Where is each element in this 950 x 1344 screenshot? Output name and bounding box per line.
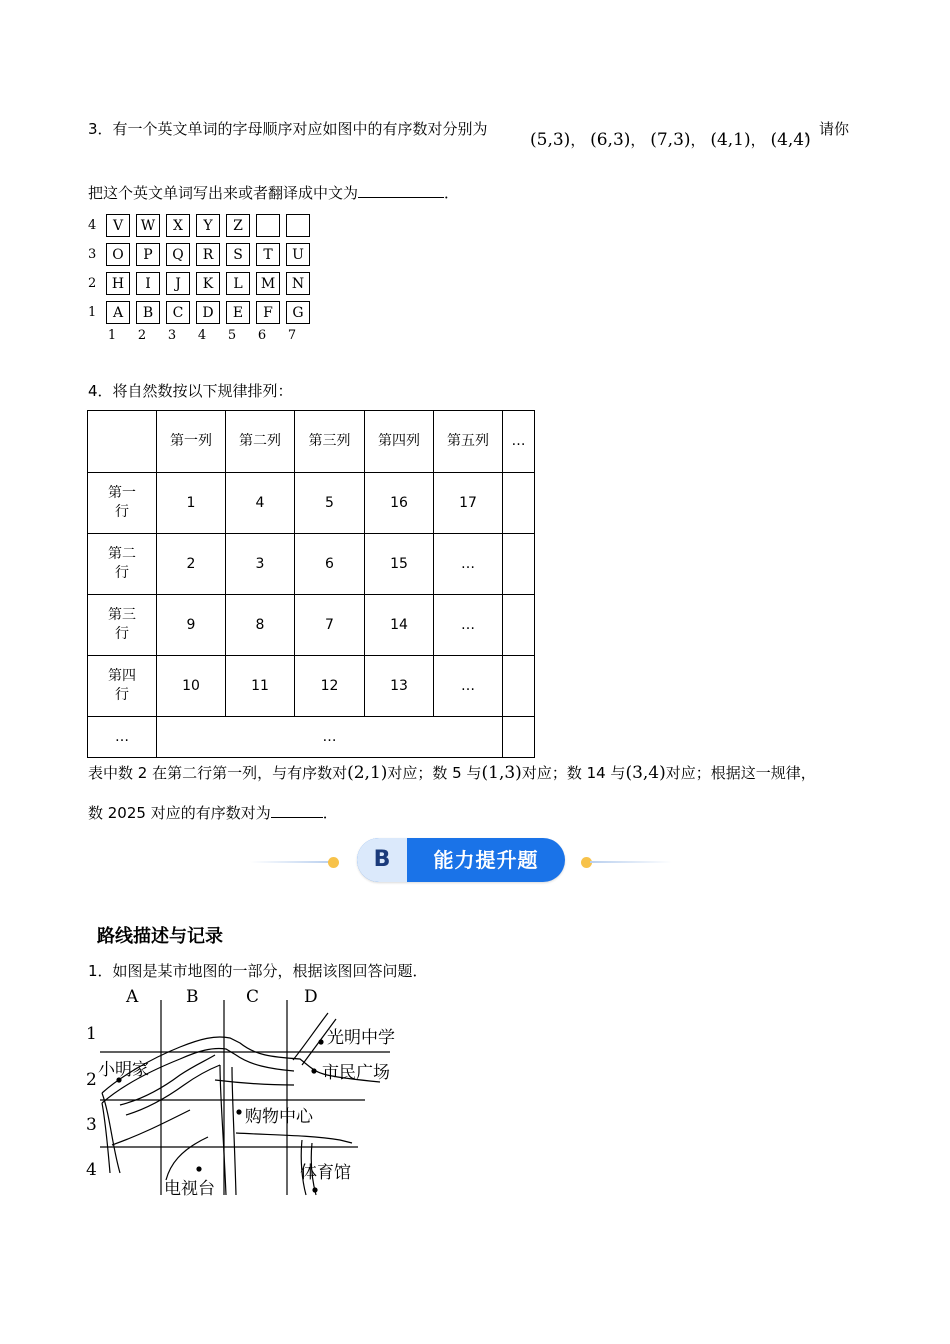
letter-cell: P <box>136 243 160 266</box>
q3-sep: ， <box>690 131 706 149</box>
letter-cell: Q <box>166 243 190 266</box>
map-drawing <box>80 985 500 1205</box>
letter-cell: F <box>256 301 280 324</box>
map-row-label: 2 <box>86 1070 97 1090</box>
letter-cell: V <box>106 214 130 237</box>
q4-pair-a: (2,1) <box>347 763 388 783</box>
table-cell: 9 <box>157 595 226 656</box>
x-axis-label: 6 <box>257 328 267 343</box>
letter-cell: E <box>226 301 250 324</box>
table-cell-merged: … <box>157 717 503 758</box>
row-header: 第四行 <box>88 656 157 717</box>
table-row <box>88 473 535 534</box>
letter-cell <box>286 214 310 237</box>
road <box>112 1110 190 1145</box>
table-header-row <box>88 411 535 473</box>
header-cell: 第一列 <box>157 411 226 473</box>
q4-title: 4．将自然数按以下规律排列： <box>88 382 293 400</box>
row-header: 第一行 <box>88 473 157 534</box>
table-cell: 6 <box>295 534 365 595</box>
map-col-label: A <box>126 987 139 1007</box>
q3-pairs <box>530 129 811 150</box>
table-cell: 12 <box>295 656 365 717</box>
header-cell: 第五列 <box>434 411 503 473</box>
q3-suffix: ，请你 <box>804 120 850 138</box>
table-cell: 2 <box>157 534 226 595</box>
q3-answer-blank[interactable] <box>358 183 444 198</box>
table-cell: 4 <box>226 473 295 534</box>
table-row <box>88 717 535 758</box>
banner-line-left <box>250 861 332 863</box>
table-row <box>88 595 535 656</box>
letter-cell: R <box>196 243 220 266</box>
row-header: … <box>88 717 157 758</box>
map-row-label: 1 <box>86 1024 97 1044</box>
q3-pair-5: (4,4) <box>770 130 811 150</box>
table-row <box>88 656 535 717</box>
q1-text: 1．如图是某市地图的一部分，根据该图回答问题． <box>88 962 428 980</box>
letter-cell: J <box>166 272 190 295</box>
table-cell: 11 <box>226 656 295 717</box>
table-cell <box>503 595 535 656</box>
letter-cell: B <box>136 301 160 324</box>
header-cell: 第三列 <box>295 411 365 473</box>
letter-grid-row <box>88 269 310 297</box>
x-axis-label: 3 <box>167 328 177 343</box>
table-cell: 5 <box>295 473 365 534</box>
table-cell <box>503 473 535 534</box>
letter-cell: A <box>106 301 130 324</box>
row-label: 3 <box>88 246 97 262</box>
table-cell: 17 <box>434 473 503 534</box>
road <box>232 1067 236 1195</box>
letter-cell: M <box>256 272 280 295</box>
place-guangming: 光明中学 <box>327 1028 395 1048</box>
letter-cell: S <box>226 243 250 266</box>
letter-cell: G <box>286 301 310 324</box>
x-axis-label: 2 <box>137 328 147 343</box>
header-cell: 第四列 <box>365 411 434 473</box>
x-axis-label: 5 <box>227 328 237 343</box>
road <box>236 1133 352 1143</box>
place-dot <box>318 1039 323 1044</box>
place-xiaoming: 小明家 <box>98 1060 149 1080</box>
place-tiyu: 体育馆 <box>300 1163 351 1183</box>
place-dot <box>311 1068 316 1073</box>
letter-cell: Y <box>196 214 220 237</box>
place-dianshi: 电视台 <box>164 1179 215 1199</box>
place-dot <box>236 1109 241 1114</box>
q4-desc-a: 表中数 2 在第二行第一列，与有序数对 <box>88 764 348 782</box>
table-cell: 13 <box>365 656 434 717</box>
row-label: 1 <box>88 304 97 320</box>
q3-sep: ， <box>750 131 766 149</box>
map-col-label: D <box>304 987 318 1007</box>
q3-sep: ， <box>630 131 646 149</box>
map-row-label: 3 <box>86 1115 97 1135</box>
letter-cell <box>256 214 280 237</box>
letter-cell: I <box>136 272 160 295</box>
q4-desc-d: 对应；根据这一规律， <box>665 764 816 782</box>
place-dot <box>196 1166 201 1171</box>
q3-line2 <box>88 182 459 203</box>
header-cell <box>88 411 157 473</box>
q3-prefix: 3．有一个英文单词的字母顺序对应如图中的有序数对分别为 <box>88 120 488 138</box>
table-cell: 15 <box>365 534 434 595</box>
header-cell: 第二列 <box>226 411 295 473</box>
table-cell: 3 <box>226 534 295 595</box>
row-label: 4 <box>88 217 97 233</box>
banner-line-right <box>590 861 672 863</box>
letter-cell: K <box>196 272 220 295</box>
letter-cell: D <box>196 301 220 324</box>
road <box>102 1093 120 1173</box>
letter-cell: O <box>106 243 130 266</box>
q3-pair-4: (4,1) <box>710 130 751 150</box>
q3-line2-end: ． <box>444 184 460 202</box>
letter-grid-row <box>88 211 310 239</box>
q3-sep: ， <box>570 131 586 149</box>
map-row-label: 4 <box>86 1160 97 1180</box>
row-label: 2 <box>88 275 97 291</box>
place-shimin: 市民广场 <box>322 1063 390 1083</box>
table-cell <box>503 717 535 758</box>
road <box>215 1080 294 1085</box>
place-gouwu: 购物中心 <box>245 1107 313 1127</box>
banner-title: 能力提升题 <box>433 848 539 872</box>
q4-line2-text: 数 2025 对应的有序数对为 <box>88 804 271 822</box>
table-row <box>88 534 535 595</box>
banner-letter: B <box>357 838 407 882</box>
table-cell: 1 <box>157 473 226 534</box>
letter-cell: X <box>166 214 190 237</box>
letter-cell: H <box>106 272 130 295</box>
table-cell: … <box>434 534 503 595</box>
q3-line2-text: 把这个英文单词写出来或者翻译成中文为 <box>88 184 359 202</box>
map-col-label: B <box>186 987 199 1007</box>
letter-grid-row <box>88 240 310 268</box>
table-cell: 16 <box>365 473 434 534</box>
letter-cell: Z <box>226 214 250 237</box>
row-header: 第三行 <box>88 595 157 656</box>
map-col-label: C <box>246 987 260 1007</box>
table-cell <box>503 656 535 717</box>
number-table <box>87 410 535 758</box>
letter-cell: N <box>286 272 310 295</box>
table-cell: 8 <box>226 595 295 656</box>
letter-cell: W <box>136 214 160 237</box>
q3-pair-1: (5,3) <box>530 130 571 150</box>
letter-cell: U <box>286 243 310 266</box>
banner-dot-left <box>328 857 339 868</box>
q4-pair-c: (3,4) <box>625 763 666 783</box>
q4-line2 <box>88 802 338 823</box>
place-dot <box>312 1187 317 1192</box>
q4-answer-blank[interactable] <box>271 803 323 818</box>
table-cell: 7 <box>295 595 365 656</box>
table-cell: 10 <box>157 656 226 717</box>
q4-pair-b: (1,3) <box>481 763 522 783</box>
road <box>102 1103 110 1173</box>
x-axis-label: 7 <box>287 328 297 343</box>
letter-cell: C <box>166 301 190 324</box>
section-banner <box>357 838 565 882</box>
letter-cell: L <box>226 272 250 295</box>
section-title: 路线描述与记录 <box>97 926 223 947</box>
q4-desc <box>88 762 816 783</box>
q3-pair-2: (6,3) <box>590 130 631 150</box>
q4-line2-end: ． <box>322 804 338 822</box>
table-cell <box>503 534 535 595</box>
road <box>220 1065 226 1195</box>
letter-grid-row <box>88 298 310 326</box>
q3-line1 <box>88 118 488 139</box>
x-axis-label: 4 <box>197 328 207 343</box>
header-cell: … <box>503 411 535 473</box>
letter-cell: T <box>256 243 280 266</box>
q3-pair-3: (7,3) <box>650 130 691 150</box>
row-header: 第二行 <box>88 534 157 595</box>
table-cell: 14 <box>365 595 434 656</box>
x-axis-label: 1 <box>107 328 117 343</box>
table-cell: … <box>434 595 503 656</box>
table-cell: … <box>434 656 503 717</box>
q4-desc-c: 对应；数 14 与 <box>521 764 626 782</box>
q4-desc-b: 对应；数 5 与 <box>387 764 482 782</box>
